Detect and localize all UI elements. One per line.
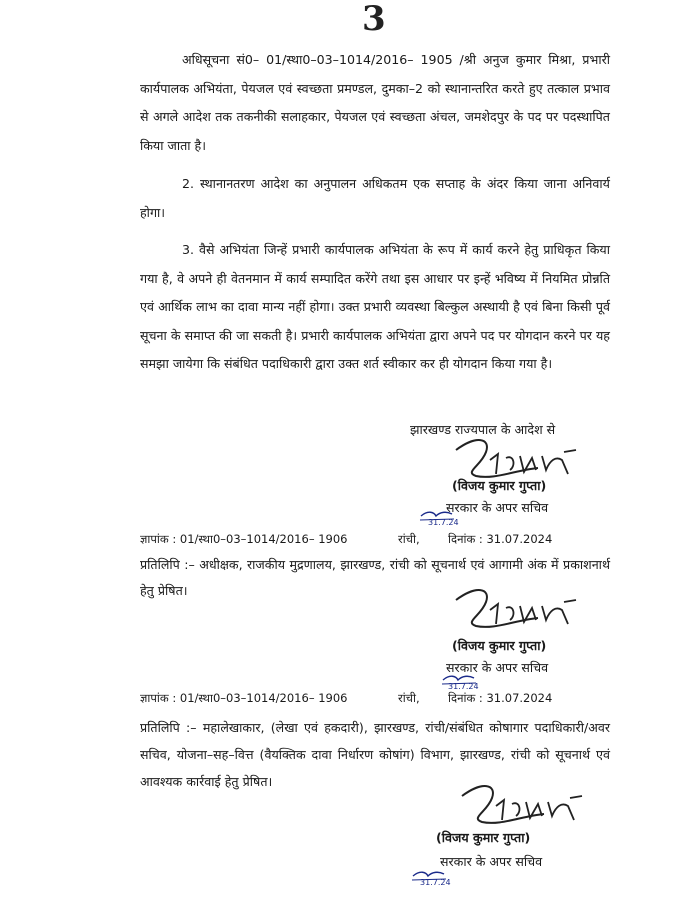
- memo-place-2: रांची,: [398, 691, 420, 705]
- memo-date-1: दिनांक : 31.07.2024: [448, 532, 553, 546]
- signatory-name: (विजय कुमार गुप्ता): [452, 478, 547, 493]
- notification-paragraph: [140, 46, 610, 160]
- initial-date-1: 31.7.24: [428, 518, 459, 527]
- conditions-text: 3. वैसे अभियंता जिन्हें प्रभारी कार्यपालक अभियंता के रूप में कार्य करने हेतु प्राधिकृत किया गया है, वे अपने ही वेतनमान में कार्य सम्पादित करेंगे तथा इस आधार पर इन्हें भविष्य में नियमित प्रोन्नति एवं आर्थिक लाभ का दावा मान्य नहीं होगा। उक्त प्रभारी व्यवस्था बिल्कुल अस्थायी है एवं बिना किसी पूर्व सूचना के समाप्त की जा सकती है। प्रभारी कार्यपालक अभियंता द्वारा अपने पद पर योगदान करने पर यह समझा जायेगा कि संबंधित पदाधिकारी द्वारा उक्त शर्त स्वीकार कर ही योगदान किया गया है।: [140, 242, 610, 371]
- signatory-designation-1: सरकार के अपर सचिव: [446, 500, 549, 515]
- initial-date-2: 31.7.24: [448, 682, 479, 691]
- signatory-name-3: [436, 826, 530, 850]
- page-number: 3: [362, 0, 386, 39]
- signatory-designation-2: सरकार के अपर सचिव: [446, 660, 549, 675]
- initial-mark-3: [410, 868, 450, 896]
- conditions-paragraph: [140, 236, 610, 379]
- notification-text: अधिसूचना सं0– 01/स्था0–03–1014/2016– 1905 /श्री अनुज कुमार मिश्रा, प्रभारी कार्यपालक अभियंता, पेयजल एवं स्वच्छता प्रमण्डल, दुमका–2 को स्थानान्तरित करते हुए तत्काल प्रभाव से अगले आदेश तक तकनीकी सलाहकार, पेयजल एवं स्वच्छता अंचल, जमशेदपुर के पद पर पदस्थापित किया जाता है।: [140, 52, 610, 153]
- memo-copy-1: प्रतिलिपि :– अधीक्षक, राजकीय मुद्रणालय, झारखण्ड, रांची को सूचनार्थ एवं आगामी अंक में प्रकाशनार्थ हेतु प्रेषित।: [140, 557, 610, 598]
- signatory-name-1: [452, 474, 546, 498]
- signatory-name-2: [452, 634, 546, 658]
- initial-date-3: 31.7.24: [420, 878, 451, 887]
- memo-place-1: रांची,: [398, 532, 420, 546]
- compliance-paragraph: [140, 170, 610, 227]
- order-line: झारखण्ड राज्यपाल के आदेश से: [410, 422, 556, 437]
- signatory-name: (विजय कुमार गुप्ता): [436, 830, 531, 845]
- signatory-name: (विजय कुमार गुप्ता): [452, 638, 547, 653]
- compliance-text: 2. स्थानानतरण आदेश का अनुपालन अधिकतम एक सप्ताह के अंदर किया जाना अनिवार्य होगा।: [140, 176, 610, 220]
- memo-reference-2: ज्ञापांक : 01/स्था0–03–1014/2016– 1906: [140, 691, 348, 705]
- memo-date-2: दिनांक : 31.07.2024: [448, 691, 553, 705]
- signatory-designation-3: सरकार के अपर सचिव: [440, 854, 543, 869]
- memo-reference-1: ज्ञापांक : 01/स्था0–03–1014/2016– 1906: [140, 532, 348, 546]
- memo-copy-2: प्रतिलिपि :– महालेखाकार, (लेखा एवं हकदारी), झारखण्ड, रांची/संबंधित कोषागार पदाधिकारी/अवर सचिव, योजना–सह–वित्त (वैयक्तिक दावा निर्धारण कोषांग) विभाग, झारखण्ड, रांची को सूचनार्थ एवं आवश्यक कार्रवाई हेतु प्रेषित।: [140, 720, 610, 789]
